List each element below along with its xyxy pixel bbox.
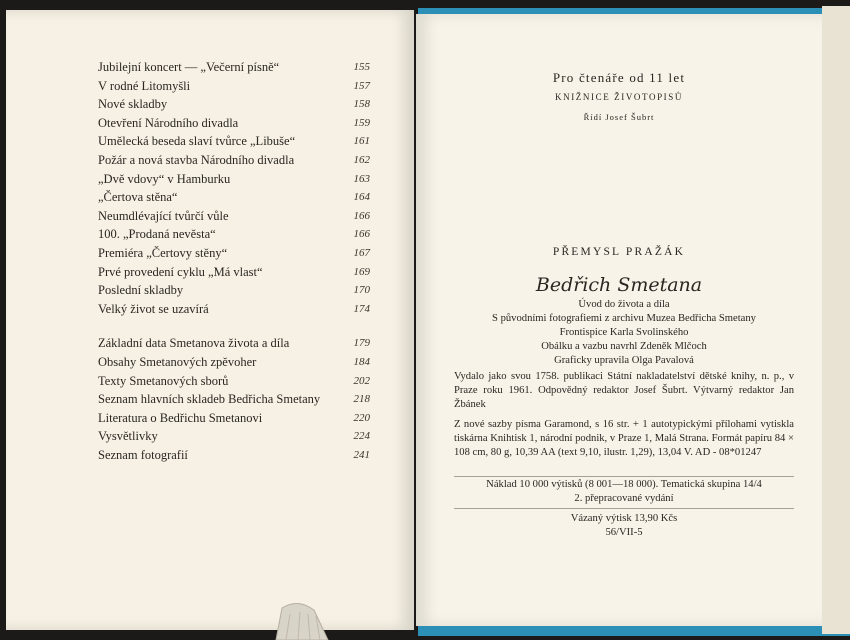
toc-entry-page: 224 <box>353 430 370 443</box>
toc-entry-page: 157 <box>353 79 370 92</box>
toc-entry-title: Požár a nová stavba Národního divadla <box>98 153 295 167</box>
toc-entry-title: Texty Smetanových sborů <box>98 373 229 388</box>
toc-entry-title: Neumdlévající tvůrčí vůle <box>98 208 229 223</box>
toc-entry-title: „Čertova stěna“ <box>98 190 178 205</box>
toc-entry-title: Otevření Národního divadla <box>98 115 239 130</box>
toc-entry-title: Obsahy Smetanových zpěvoher <box>98 355 257 369</box>
edition-line-2: 2. přepracované vydání <box>574 493 674 504</box>
toc-entry <box>98 283 370 301</box>
toc-entry-page: 163 <box>353 172 370 185</box>
series-name: KNIŽNICE ŽIVOTOPISŮ <box>555 92 683 102</box>
toc-entry-page: 155 <box>353 61 370 73</box>
toc-entry-title: Seznam fotografií <box>98 448 188 462</box>
toc-entry-page: 169 <box>353 265 370 278</box>
credit-line: S původními fotografiemi z archivu Muzea Bedřicha Smetany <box>492 313 756 324</box>
toc-entry-page: 166 <box>353 228 370 241</box>
editor-line: Řídí Josef Šubrt <box>583 112 655 122</box>
toc-entry-page: 167 <box>353 247 370 259</box>
toc-entry <box>98 209 370 227</box>
toc-entry-title: Nové skladby <box>98 97 168 112</box>
toc-entry <box>98 172 370 190</box>
toc-entry <box>98 448 370 466</box>
toc-entry-page: 161 <box>353 135 370 148</box>
price-line: Vázaný výtisk 13,90 Kčs <box>570 513 678 524</box>
toc-entry-page: 170 <box>353 284 370 297</box>
toc-entry <box>98 79 370 97</box>
toc-entry-page: 220 <box>353 411 370 424</box>
toc-entry-page: 202 <box>353 374 370 387</box>
page-edges <box>822 6 850 634</box>
toc-entry-title: Vysvětlivky <box>98 429 158 444</box>
toc-entry <box>98 336 370 354</box>
edition-line-1: Náklad 10 000 výtisků (8 001—18 000). Tematická skupina 14/4 <box>486 479 762 490</box>
toc-entry-title: 100. „Prodaná nevěsta“ <box>98 227 216 242</box>
credit-line: Frontispice Karla Svolinského <box>559 327 689 338</box>
book-title: Bedřich Smetana <box>535 274 703 296</box>
toc-entry-title: Literatura o Bedřichu Smetanovi <box>98 410 263 425</box>
toc-entry-title: Seznam hlavních skladeb Bedřicha Smetany <box>98 392 321 407</box>
divider <box>454 476 794 477</box>
print-info: Z nové sazby písma Garamond, s 16 str. + 1 autotypickými přílohami vytiskla tiskárna Knihtisk 1, národní podnik, v Praze 1, Malá Strana. Formát papíru 84 × 108 cm, 80 g, 10,39 AA (text 9,10, ilustr. 1,29), 13,04 V. AD - 08*01247 <box>454 419 794 458</box>
toc-entry <box>98 190 370 208</box>
toc-entry <box>98 302 370 320</box>
toc-entry-title: V rodné Litomyšli <box>98 78 191 93</box>
toc-entry <box>98 411 370 429</box>
catalog-code: 56/VII-5 <box>605 527 643 538</box>
toc-entry-page: 218 <box>353 393 370 406</box>
toc-entry-page: 184 <box>353 356 370 368</box>
toc-entry-page: 241 <box>353 449 370 461</box>
toc-entry-title: Umělecká beseda slaví tvůrce „Libuše“ <box>98 134 296 149</box>
toc-entry <box>98 265 370 283</box>
toc-entry-title: Prvé provedení cyklu „Má vlast“ <box>98 264 263 279</box>
toc-entry-title: Velký život se uzavírá <box>98 301 209 316</box>
toc-entry-title: Poslední skladby <box>98 283 184 298</box>
toc-entry <box>98 153 370 171</box>
toc-entry <box>98 429 370 447</box>
toc-entry <box>98 246 370 264</box>
author-name: PŘEMYSL PRAŽÁK <box>552 246 686 258</box>
toc-entry-title: Premiéra „Čertovy stěny“ <box>98 246 228 260</box>
toc-entry <box>98 60 370 78</box>
toc-entry-page: 179 <box>353 337 370 350</box>
credit-line: Úvod do života a díla <box>578 299 670 310</box>
toc-entry <box>98 116 370 134</box>
bookmark-ribbon-icon <box>268 600 348 640</box>
toc-entry-page: 158 <box>353 98 370 111</box>
toc-entry-page: 166 <box>353 209 370 222</box>
toc-entry <box>98 355 370 373</box>
divider <box>454 508 794 509</box>
toc-entry-title: „Dvě vdovy“ v Hamburku <box>98 171 231 186</box>
toc-entry-page: 164 <box>353 191 370 204</box>
toc-entry-title: Základní data Smetanova života a díla <box>98 336 290 351</box>
toc-entry <box>98 97 370 115</box>
toc-entry <box>98 227 370 245</box>
toc-entry <box>98 374 370 392</box>
series-line: Pro čtenáře od 11 let <box>552 70 686 85</box>
toc-entry <box>98 392 370 410</box>
publication-note: Vydalo jako svou 1758. publikaci Státní nakladatelství dětské knihy, n. p., v Praze roku 1961. Odpovědný redaktor Josef Šubrt. Výtvarný redaktor Jan Žbánek <box>454 371 794 410</box>
toc-entry <box>98 134 370 152</box>
toc-entry-page: 162 <box>353 154 370 166</box>
credit-line: Graficky upravila Olga Pavalová <box>554 355 694 366</box>
toc-entry-page: 174 <box>353 302 370 315</box>
toc-entry-title: Jubilejní koncert — „Večerní písně“ <box>98 60 280 74</box>
credit-line: Obálku a vazbu navrhl Zdeněk Mlčoch <box>541 341 707 352</box>
toc-entry-page: 159 <box>353 116 370 129</box>
